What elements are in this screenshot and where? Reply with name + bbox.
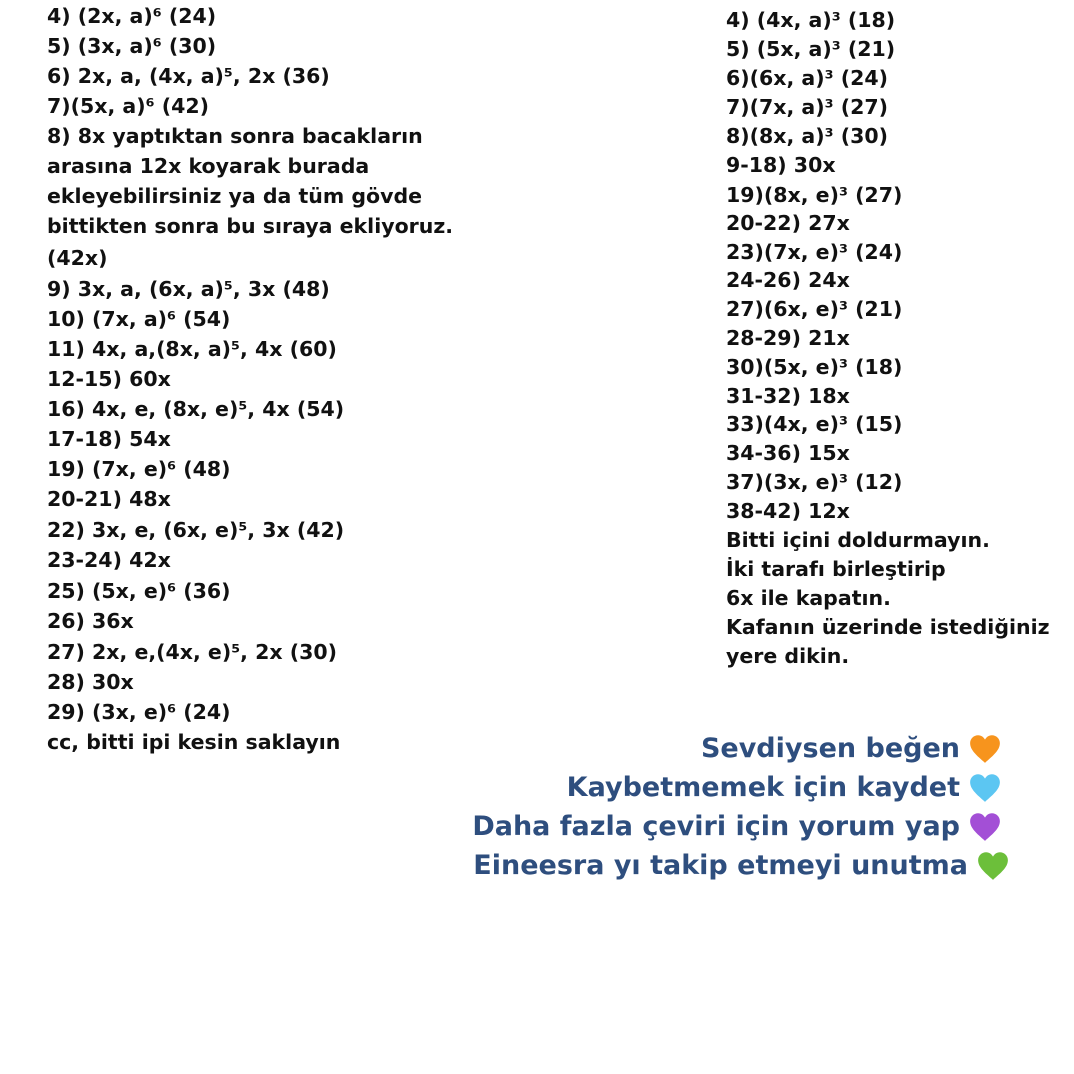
left-line: 12-15) 60x	[47, 367, 171, 391]
right-line: Kafanın üzerinde istediğiniz	[726, 615, 1050, 639]
left-line: 28) 30x	[47, 670, 134, 694]
promo-line-save	[567, 771, 1002, 805]
right-line: yere dikin.	[726, 644, 850, 668]
blue-heart-icon	[968, 771, 1002, 805]
right-line: 6x ile kapatın.	[726, 586, 891, 610]
left-line: 27) 2x, e,(4x, e)⁵, 2x (30)	[47, 640, 337, 664]
left-line: cc, bitti ipi kesin saklayın	[47, 730, 341, 754]
right-line: 28-29) 21x	[726, 326, 850, 350]
left-line: 5) (3x, a)⁶ (30)	[47, 34, 217, 58]
right-line: 8)(8x, a)³ (30)	[726, 124, 888, 148]
right-line: İki tarafı birleştirip	[726, 557, 946, 581]
right-line: 24-26) 24x	[726, 268, 850, 292]
right-line: Bitti içini doldurmayın.	[726, 528, 990, 552]
left-line: 19) (7x, e)⁶ (48)	[47, 457, 231, 481]
left-line: 6) 2x, a, (4x, a)⁵, 2x (36)	[47, 64, 330, 88]
left-line: arasına 12x koyarak burada	[47, 154, 370, 178]
promo-text: Kaybetmemek için kaydet	[566, 772, 960, 803]
promo-line-like	[701, 732, 1002, 766]
left-line: 25) (5x, e)⁶ (36)	[47, 579, 231, 603]
right-line: 19)(8x, e)³ (27)	[726, 183, 903, 207]
left-line: 7)(5x, a)⁶ (42)	[47, 94, 209, 118]
left-line: (42x)	[47, 246, 108, 270]
purple-heart-icon	[968, 810, 1002, 844]
right-line: 4) (4x, a)³ (18)	[726, 8, 896, 32]
left-line: 10) (7x, a)⁶ (54)	[47, 307, 231, 331]
promo-line-comment	[472, 810, 1002, 844]
right-line: 20-22) 27x	[726, 211, 850, 235]
left-line: 22) 3x, e, (6x, e)⁵, 3x (42)	[47, 518, 345, 542]
right-line: 27)(6x, e)³ (21)	[726, 297, 903, 321]
left-line: bittikten sonra bu sıraya ekliyoruz.	[47, 214, 454, 238]
left-line: 20-21) 48x	[47, 487, 171, 511]
left-line: 11) 4x, a,(8x, a)⁵, 4x (60)	[47, 337, 337, 361]
right-line: 30)(5x, e)³ (18)	[726, 355, 903, 379]
left-line: 29) (3x, e)⁶ (24)	[47, 700, 231, 724]
left-line: 23-24) 42x	[47, 548, 171, 572]
left-line: 9) 3x, a, (6x, a)⁵, 3x (48)	[47, 277, 330, 301]
right-line: 5) (5x, a)³ (21)	[726, 37, 896, 61]
right-line: 38-42) 12x	[726, 499, 850, 523]
left-line: 8) 8x yaptıktan sonra bacakların	[47, 124, 423, 148]
orange-heart-icon	[968, 732, 1002, 766]
right-line: 6)(6x, a)³ (24)	[726, 66, 888, 90]
left-line: ekleyebilirsiniz ya da tüm gövde	[47, 184, 423, 208]
right-line: 33)(4x, e)³ (15)	[726, 412, 903, 436]
right-line: 34-36) 15x	[726, 441, 850, 465]
left-line: 4) (2x, a)⁶ (24)	[47, 4, 217, 28]
right-line: 23)(7x, e)³ (24)	[726, 240, 903, 264]
promo-text: Eineesra yı takip etmeyi unutma	[473, 850, 968, 881]
left-line: 16) 4x, e, (8x, e)⁵, 4x (54)	[47, 397, 345, 421]
left-line: 26) 36x	[47, 609, 134, 633]
green-heart-icon	[976, 849, 1010, 883]
right-line: 31-32) 18x	[726, 384, 850, 408]
right-line: 37)(3x, e)³ (12)	[726, 470, 903, 494]
promo-line-follow	[473, 849, 1010, 883]
promo-text: Daha fazla çeviri için yorum yap	[472, 811, 960, 842]
promo-text: Sevdiysen beğen	[700, 733, 960, 764]
right-line: 7)(7x, a)³ (27)	[726, 95, 888, 119]
right-line: 9-18) 30x	[726, 153, 836, 177]
left-line: 17-18) 54x	[47, 427, 171, 451]
